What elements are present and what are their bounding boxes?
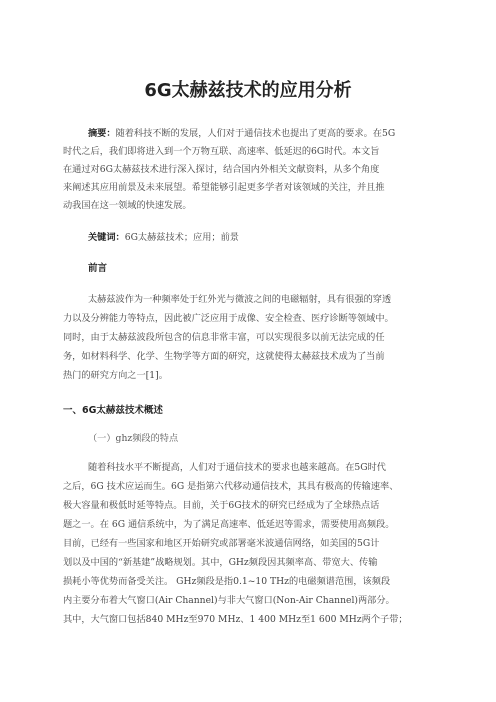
keywords-line	[88, 232, 239, 244]
abstract-line-2: 时代之后，我们即将进入到一个万物互联、高速率、低延迟的6G时代。本文旨	[63, 146, 380, 157]
keywords-label: 关键词：	[88, 232, 125, 243]
abstract-label: 摘要：	[88, 128, 116, 139]
body-line-4: 题之一。在 6G 通信系统中，为了满足高速率、低延迟等需求，需要使用高频段。	[63, 519, 395, 530]
body-line-8: 内主要分布着大气窗口(Air Channel)与非大气窗口(Non-Air Channel)两部分。	[63, 595, 395, 606]
abstract-line-4: 来阐述其应用前景及未来展望。希望能够引起更多学者对该领域的关注，并且推	[63, 182, 385, 193]
body-line-9: 其中，大气窗口包括840 MHz至970 MHz、1 400 MHz至1 600 MHz两个子带；	[63, 614, 408, 625]
abstract-line-3: 在通过对6G太赫兹技术进行深入探讨，结合国内外相关文献资料，从多个角度	[63, 164, 380, 175]
preface-heading: 前言	[88, 263, 108, 274]
document-title: 6G太赫兹技术的应用分析	[144, 80, 352, 101]
keywords-text: 6G太赫兹技术；应用；前景	[124, 232, 239, 243]
abstract-text: 随着科技不断的发展，人们对于通信技术也提出了更高的要求。在5G	[115, 128, 396, 139]
preface-line-5: 热门的研究方向之一[1]。	[63, 370, 168, 381]
body-line-6: 划以及中国的“新基建”战略规划。其中，GHz频段因其频率高、带宽大、传输	[63, 557, 378, 568]
preface-line-4: 务，如材料科学、化学、生物学等方面的研究，这就使得太赫兹技术成为了当前	[63, 351, 385, 362]
preface-line-3: 同时，由于太赫兹波段所包含的信息非常丰富，可以实现很多以前无法完成的任	[63, 332, 385, 343]
body-line-3: 极大容量和极低时延等特点。目前，关于6G技术的研究已经成为了全球热点话	[63, 500, 380, 511]
abstract-line-5: 动我国在这一领域的快速发展。	[63, 200, 192, 211]
body-line-2: 之后，6G 技术应运而生。6G 是指第六代移动通信技术，其具有极高的传输速率、	[63, 481, 399, 492]
body-line-1: 随着科技水平不断提高，人们对于通信技术的要求也越来越高。在5G时代	[88, 462, 386, 473]
body-line-5: 目前，已经有一些国家和地区开始研究或部署毫米波通信网络，如美国的5G计	[63, 538, 380, 549]
body-line-7: 损耗小等优势而备受关注。 GHz频段是指0.1~10 THz的电磁频谱范围，该频段	[63, 576, 391, 587]
abstract-line-1	[88, 128, 395, 140]
section-heading: 一、6G太赫兹技术概述	[63, 405, 163, 416]
subsection-heading: （一）ghz频段的特点	[88, 433, 179, 444]
preface-line-1: 太赫兹波作为一种频率处于红外光与微波之间的电磁辐射，具有很强的穿透	[88, 294, 392, 305]
preface-line-2: 力以及分辨能力等特点，因此被广泛应用于成像、安全检查、医疗诊断等领域中。	[63, 313, 394, 324]
